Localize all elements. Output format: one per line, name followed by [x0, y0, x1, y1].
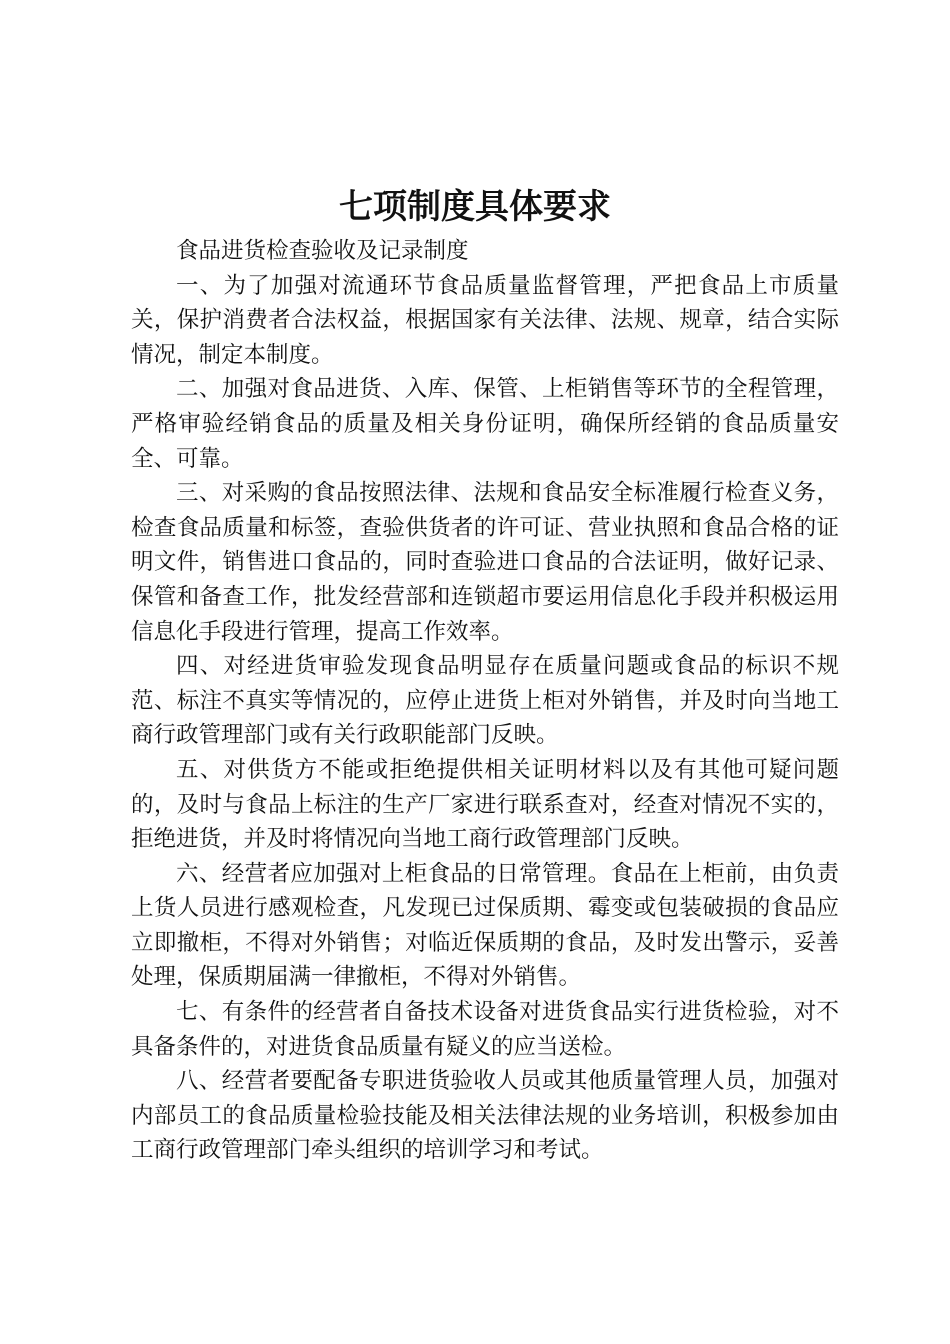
paragraph-4: 四、对经进货审验发现食品明显存在质量问题或食品的标识不规范、标注不真实等情况的，应停止进货上柜对外销售，并及时向当地工商行政管理部门或有关行政职能部门反映。 — [131, 653, 839, 749]
paragraph-8: 八、经营者要配备专职进货验收人员或其他质量管理人员，加强对内部员工的食品质量检验技能及相关法律法规的业务培训，积极参加由工商行政管理部门牵头组织的培训学习和考试。 — [131, 1068, 839, 1164]
paragraph-2: 二、加强对食品进货、入库、保管、上柜销售等环节的全程管理，严格审验经销食品的质量及相关身份证明，确保所经销的食品质量安全、可靠。 — [131, 376, 839, 472]
paragraph-5: 五、对供货方不能或拒绝提供相关证明材料以及有其他可疑问题的，及时与食品上标注的生产厂家进行联系查对，经查对情况不实的，拒绝进货，并及时将情况向当地工商行政管理部门反映。 — [131, 756, 839, 853]
paragraph-6: 六、经营者应加强对上柜食品的日常管理。食品在上柜前，由负责上货人员进行感观检查，凡发现已过保质期、霉变或包装破损的食品应立即撤柜，不得对外销售；对临近保质期的食品，及时发出警示，妥善处理，保质期届满一律撤柜，不得对外销售。 — [131, 860, 839, 991]
document-title: 七项制度具体要求 — [339, 187, 611, 227]
paragraph-3: 三、对采购的食品按照法律、法规和食品安全标准履行检查义务，检查食品质量和标签，查验供货者的许可证、营业执照和食品合格的证明文件，销售进口食品的，同时查验进口食品的合法证明，做好记录、保管和备查工作，批发经营部和连锁超市要运用信息化手段并积极运用信息化手段进行管理，提高工作效率。 — [131, 480, 839, 645]
paragraph-7: 七、有条件的经营者自备技术设备对进货食品实行进货检验，对不具备条件的，对进货食品质量有疑义的应当送检。 — [131, 999, 839, 1060]
paragraph-1: 一、为了加强对流通环节食品质量监督管理，严把食品上市质量关，保护消费者合法权益，根据国家有关法律、法规、规章，结合实际情况，制定本制度。 — [131, 272, 839, 368]
section-heading: 食品进货检查验收及记录制度 — [176, 238, 469, 264]
document-body — [131, 234, 839, 1168]
